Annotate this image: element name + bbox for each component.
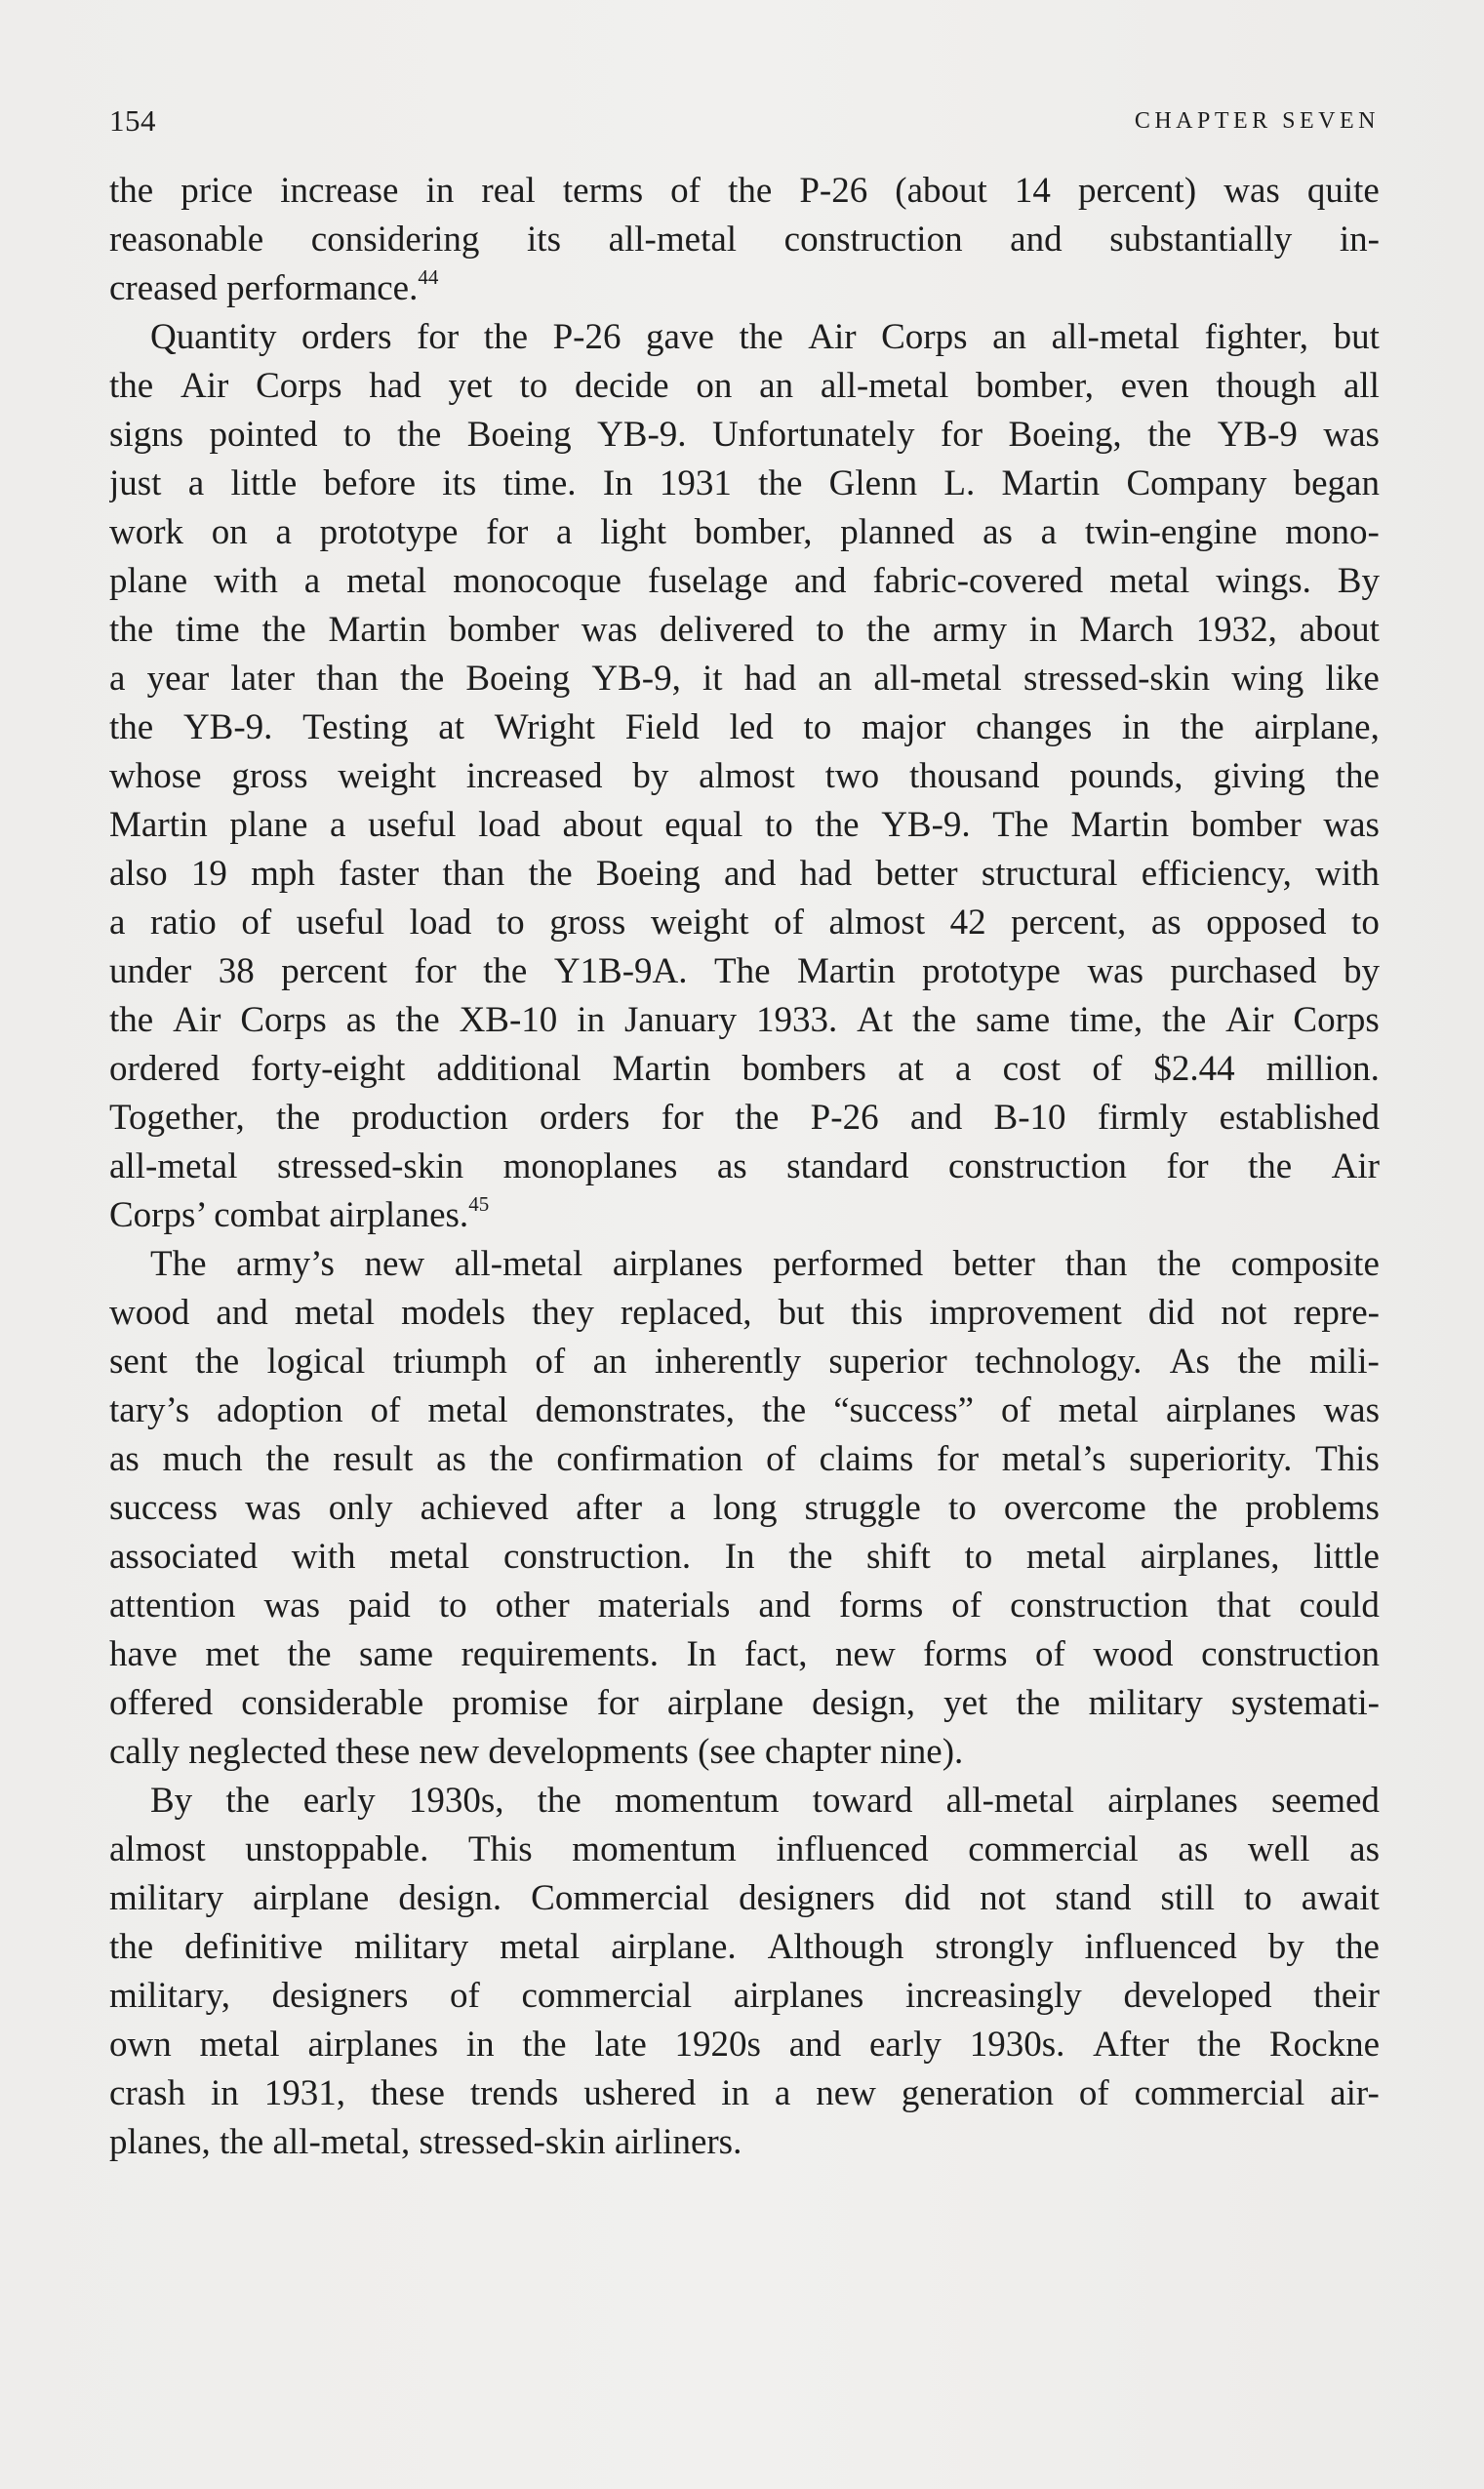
text-line: have met the same requirements. In fact, new forms of wood construction <box>109 1634 1380 1674</box>
text-line: the definitive military metal airplane. Although strongly influenced by the <box>109 1927 1380 1967</box>
text-line: also 19 mph faster than the Boeing and had better structural efficiency, with <box>109 854 1380 894</box>
footnote-marker[interactable]: 44 <box>418 264 439 289</box>
text-line: signs pointed to the Boeing YB-9. Unfortunately for Boeing, the YB-9 was <box>109 415 1380 455</box>
text-line: planes, the all-metal, stressed-skin airliners. <box>109 2122 742 2162</box>
text-line: success was only achieved after a long struggle to overcome the problems <box>109 1488 1380 1528</box>
text-line: creased performance.$^{44}$ <box>109 264 439 308</box>
text-line: cally neglected these new developments (see chapter nine). <box>109 1732 964 1772</box>
text-line: all-metal stressed-skin monoplanes as standard construction for the Air <box>109 1146 1380 1186</box>
text-line: the YB-9. Testing at Wright Field led to major changes in the airplane, <box>109 707 1380 747</box>
footnote-marker[interactable]: 45 <box>468 1191 490 1216</box>
text-line: Together, the production orders for the P-26 and B-10 firmly established <box>109 1098 1380 1138</box>
text-line: just a little before its time. In 1931 the Glenn L. Martin Company began <box>109 463 1380 503</box>
text-line: The army’s new all-metal airplanes performed better than the composite <box>150 1244 1380 1284</box>
text-line: wood and metal models they replaced, but this improvement did not repre- <box>109 1293 1380 1333</box>
text-line: as much the result as the confirmation of claims for metal’s superiority. This <box>109 1439 1380 1479</box>
text-line: crash in 1931, these trends ushered in a new generation of commercial air- <box>109 2073 1380 2113</box>
text-line: military airplane design. Commercial designers did not stand still to await <box>109 1878 1380 1918</box>
body-text <box>109 167 1380 2167</box>
text-line: own metal airplanes in the late 1920s and early 1930s. After the Rockne <box>109 2025 1380 2065</box>
paragraph <box>109 167 1380 313</box>
text-line: the Air Corps as the XB-10 in January 1933. At the same time, the Air Corps <box>109 1000 1380 1040</box>
text-line: under 38 percent for the Y1B-9A. The Martin prototype was purchased by <box>109 951 1380 991</box>
text-line: sent the logical triumph of an inherently superior technology. As the mili- <box>109 1342 1380 1382</box>
text-line: a year later than the Boeing YB-9, it had an all-metal stressed-skin wing like <box>109 659 1380 699</box>
text-line: tary’s adoption of metal demonstrates, the “success” of metal airplanes was <box>109 1390 1380 1430</box>
text-line: offered considerable promise for airplane design, yet the military systemati- <box>109 1683 1380 1723</box>
text-line: plane with a metal monocoque fuselage and fabric-covered metal wings. By <box>109 561 1380 601</box>
paragraph <box>109 1240 1380 1777</box>
text-line: whose gross weight increased by almost two thousand pounds, giving the <box>109 756 1380 796</box>
text-line: By the early 1930s, the momentum toward all-metal airplanes seemed <box>150 1781 1380 1821</box>
text-line: the Air Corps had yet to decide on an all-metal bomber, even though all <box>109 366 1380 406</box>
page-number: 154 <box>109 103 156 138</box>
text-line: the time the Martin bomber was delivered to the army in March 1932, about <box>109 610 1380 650</box>
page-header <box>109 101 1380 141</box>
paragraph <box>109 313 1380 1240</box>
text-line: Corps’ combat airplanes.$^{45}$ <box>109 1191 490 1235</box>
text-line: work on a prototype for a light bomber, planned as a twin-engine mono- <box>109 512 1380 552</box>
text-line: attention was paid to other materials and forms of construction that could <box>109 1586 1380 1626</box>
text-line: military, designers of commercial airplanes increasingly developed their <box>109 1976 1380 2016</box>
text-line: Quantity orders for the P-26 gave the Air Corps an all-metal fighter, but <box>150 317 1380 357</box>
running-head: CHAPTER SEVEN <box>1134 108 1380 134</box>
text-line: a ratio of useful load to gross weight of almost 42 percent, as opposed to <box>109 903 1380 943</box>
paragraph <box>109 1777 1380 2167</box>
text-line: the price increase in real terms of the P-26 (about 14 percent) was quite <box>109 171 1380 211</box>
text-line: almost unstoppable. This momentum influenced commercial as well as <box>109 1829 1380 1869</box>
text-line: Martin plane a useful load about equal to the YB-9. The Martin bomber was <box>109 805 1380 845</box>
text-line: ordered forty-eight additional Martin bombers at a cost of $2.44 million. <box>109 1049 1380 1089</box>
text-line: reasonable considering its all-metal construction and substantially in- <box>109 220 1380 260</box>
text-line: associated with metal construction. In the shift to metal airplanes, little <box>109 1537 1380 1577</box>
